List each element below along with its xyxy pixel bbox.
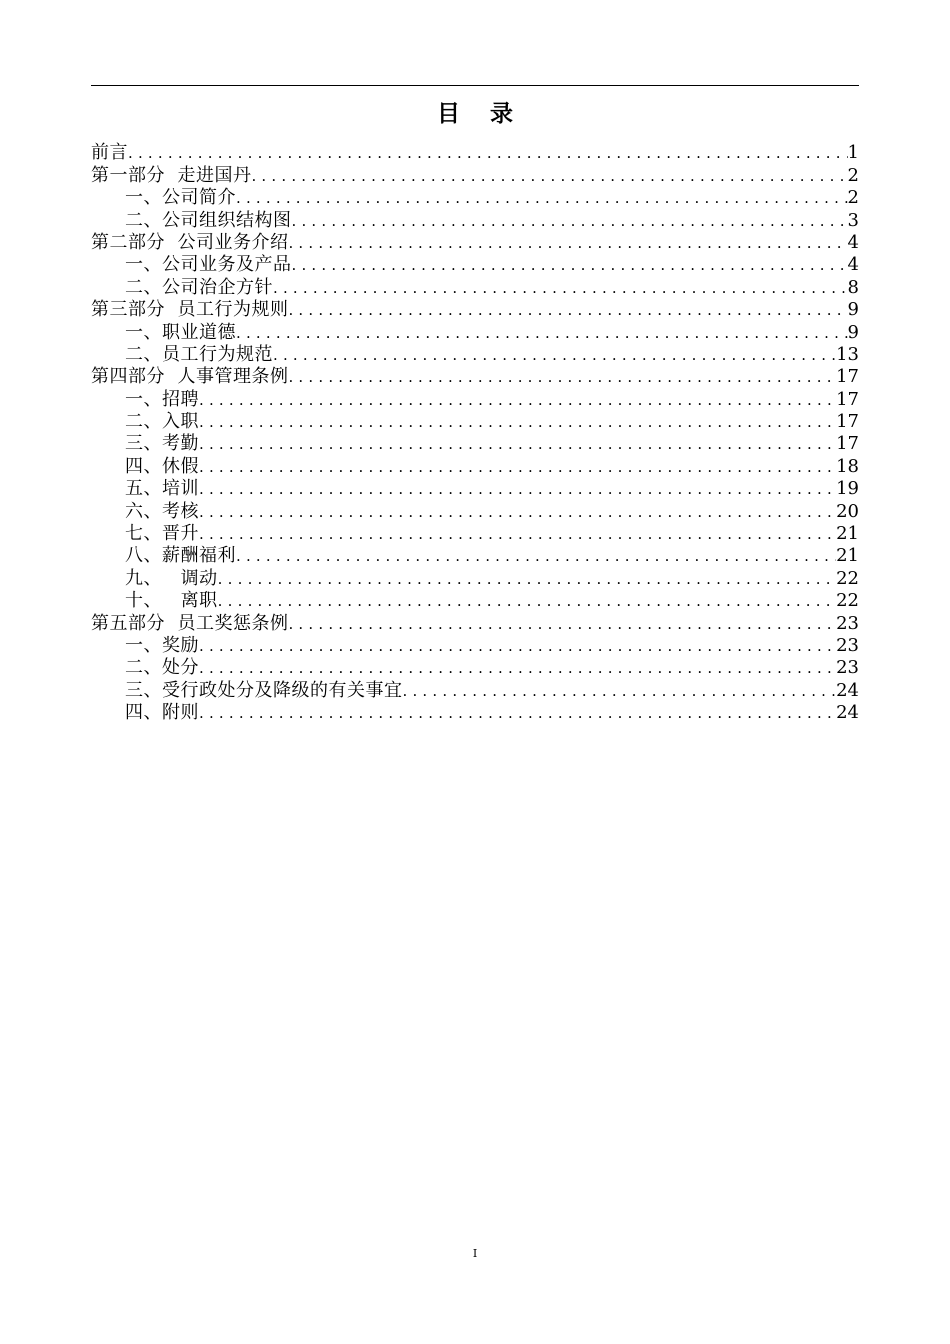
- page-number: I: [472, 1247, 478, 1260]
- toc-entry-label: 一、奖励: [125, 634, 199, 656]
- toc-entry-page: 17: [836, 388, 859, 410]
- toc-dot-leader: [292, 256, 848, 276]
- toc-entry[interactable]: [91, 187, 859, 209]
- toc-dot-leader: [292, 212, 848, 232]
- toc-entry-label: 四、附则: [125, 702, 199, 724]
- toc-title: [0, 98, 950, 130]
- toc-dot-leader: [199, 525, 836, 545]
- toc-title-char-1: 目: [437, 101, 460, 127]
- toc-entry-label: 二、公司组织结构图: [125, 209, 292, 231]
- toc-entry-label: 一、公司简介: [125, 187, 236, 209]
- toc-dot-leader: [236, 547, 836, 567]
- toc-dot-leader: [199, 413, 836, 433]
- header-rule: [91, 85, 859, 86]
- toc-entry-label: 五、培训: [125, 478, 199, 500]
- toc-entry-page: 2: [847, 187, 859, 209]
- toc-dot-leader: [236, 189, 848, 209]
- toc-dot-leader: [288, 368, 836, 388]
- toc-entry-page: 4: [847, 254, 859, 276]
- toc-entry-page: 4: [847, 231, 859, 253]
- toc-dot-leader: [199, 458, 836, 478]
- toc-entry-label: 第四部分 人事管理条例: [91, 366, 289, 388]
- toc-entry[interactable]: [91, 209, 859, 231]
- toc-entry[interactable]: [91, 344, 859, 366]
- toc-entry-label: 一、公司业务及产品: [125, 254, 292, 276]
- toc-entry-page: 23: [836, 634, 859, 656]
- toc-dot-leader: [288, 615, 836, 635]
- toc-entry-page: 2: [847, 164, 859, 186]
- toc-entry[interactable]: [91, 567, 859, 589]
- toc-entry-page: 17: [836, 366, 859, 388]
- toc-entry-label: 一、职业道德: [125, 321, 236, 343]
- toc-entry[interactable]: [91, 276, 859, 298]
- toc-dot-leader: [218, 570, 836, 590]
- toc-entry-page: 9: [847, 321, 859, 343]
- toc-entry[interactable]: [91, 232, 859, 254]
- toc-entry[interactable]: [91, 657, 859, 679]
- toc-entry-label: 二、公司治企方针: [125, 276, 273, 298]
- toc-entry-page: 9: [847, 299, 859, 321]
- toc-entry[interactable]: [91, 702, 859, 724]
- toc-entry-label: 前言: [91, 142, 128, 164]
- toc-dot-leader: [288, 301, 847, 321]
- toc-entry-label: 八、薪酬福利: [125, 545, 236, 567]
- toc-dot-leader: [273, 346, 836, 366]
- toc-dot-leader: [288, 234, 847, 254]
- toc-entry-page: 23: [836, 657, 859, 679]
- toc-entry-page: 13: [836, 343, 859, 365]
- toc-entry-label: 三、考勤: [125, 433, 199, 455]
- toc-dot-leader: [273, 279, 848, 299]
- toc-entry-label: 二、处分: [125, 657, 199, 679]
- toc-dot-leader: [199, 659, 836, 679]
- toc-entry-label: 九、 调动: [125, 567, 218, 589]
- toc-entry[interactable]: [91, 142, 859, 164]
- toc-entry-label: 二、员工行为规范: [125, 343, 273, 365]
- toc-entry[interactable]: [91, 635, 859, 657]
- toc-entry-page: 24: [836, 702, 859, 724]
- toc-entry-page: 17: [836, 411, 859, 433]
- toc-entry-page: 3: [847, 209, 859, 231]
- toc-entry[interactable]: [91, 254, 859, 276]
- toc-entry[interactable]: [91, 590, 859, 612]
- toc-entry[interactable]: [91, 500, 859, 522]
- toc-title-char-2: 录: [490, 101, 513, 127]
- toc-entry-page: 19: [836, 478, 859, 500]
- toc-entry-page: 22: [836, 567, 859, 589]
- toc-entry-label: 第二部分 公司业务介绍: [91, 231, 289, 253]
- toc-entry-page: 17: [836, 433, 859, 455]
- table-of-contents: [91, 142, 859, 724]
- toc-entry[interactable]: [91, 612, 859, 634]
- toc-dot-leader: [128, 144, 848, 164]
- toc-entry-label: 四、休假: [125, 455, 199, 477]
- toc-entry-label: 七、晋升: [125, 523, 199, 545]
- toc-entry-page: 1: [847, 142, 859, 164]
- toc-entry-page: 21: [836, 523, 859, 545]
- toc-entry-label: 第一部分 走进国丹: [91, 164, 252, 186]
- toc-entry[interactable]: [91, 366, 859, 388]
- toc-dot-leader: [403, 682, 837, 702]
- toc-entry[interactable]: [91, 545, 859, 567]
- toc-entry-label: 第五部分 员工奖惩条例: [91, 612, 289, 634]
- toc-dot-leader: [236, 324, 848, 344]
- toc-entry-label: 一、招聘: [125, 388, 199, 410]
- toc-entry-page: 22: [836, 590, 859, 612]
- toc-entry-label: 十、 离职: [125, 590, 218, 612]
- toc-dot-leader: [251, 167, 847, 187]
- toc-entry-label: 第三部分 员工行为规则: [91, 299, 289, 321]
- toc-entry-page: 23: [836, 612, 859, 634]
- toc-entry[interactable]: [91, 321, 859, 343]
- toc-entry[interactable]: [91, 164, 859, 186]
- toc-entry[interactable]: [91, 411, 859, 433]
- toc-entry[interactable]: [91, 388, 859, 410]
- toc-entry-page: 18: [836, 455, 859, 477]
- toc-entry[interactable]: [91, 478, 859, 500]
- toc-entry[interactable]: [91, 299, 859, 321]
- toc-entry[interactable]: [91, 679, 859, 701]
- toc-dot-leader: [218, 592, 836, 612]
- toc-entry-label: 二、入职: [125, 411, 199, 433]
- toc-entry[interactable]: [91, 455, 859, 477]
- toc-entry-label: 六、考核: [125, 500, 199, 522]
- toc-dot-leader: [199, 704, 836, 724]
- toc-entry-page: 20: [836, 500, 859, 522]
- toc-entry[interactable]: [91, 523, 859, 545]
- toc-dot-leader: [199, 480, 836, 500]
- toc-dot-leader: [199, 637, 836, 657]
- toc-dot-leader: [199, 391, 836, 411]
- toc-entry-page: 21: [836, 545, 859, 567]
- toc-entry[interactable]: [91, 433, 859, 455]
- toc-dot-leader: [199, 503, 836, 523]
- toc-dot-leader: [199, 435, 836, 455]
- toc-entry-page: 24: [836, 679, 859, 701]
- toc-entry-label: 三、受行政处分及降级的有关事宜: [125, 679, 403, 701]
- toc-entry-page: 8: [847, 276, 859, 298]
